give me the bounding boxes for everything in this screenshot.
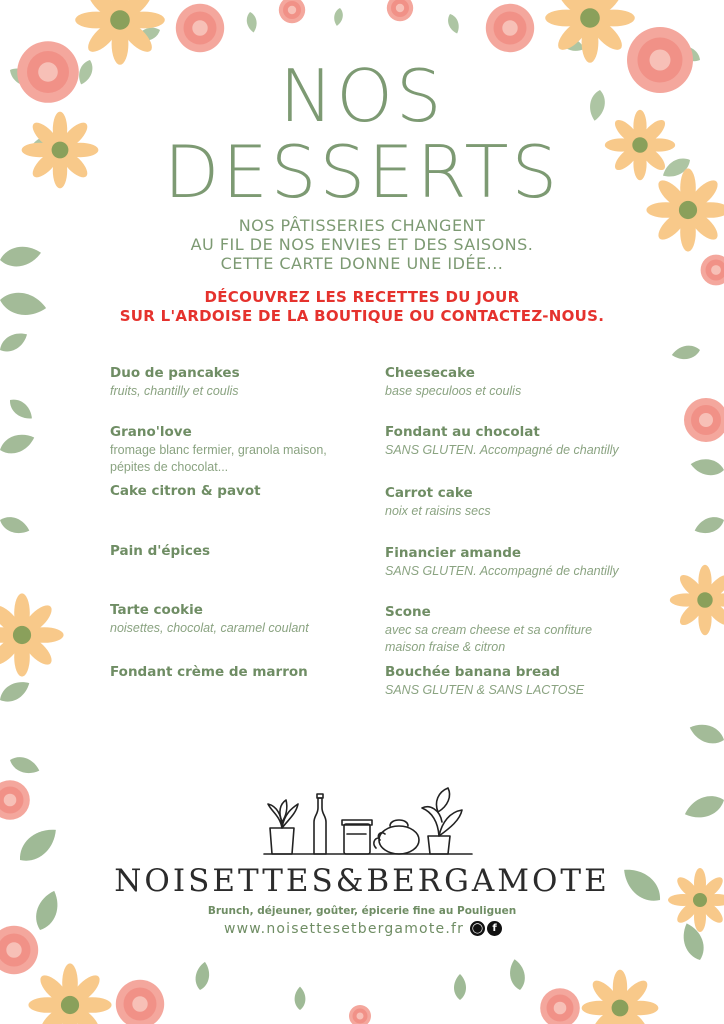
dessert-desc: noisettes, chocolat, caramel coulant (110, 621, 309, 635)
dessert-desc: SANS GLUTEN & SANS LACTOSE (385, 683, 585, 697)
page-title-line2: DESSERTS (163, 130, 561, 214)
dessert-item (110, 664, 308, 681)
dessert-item (110, 483, 261, 500)
dessert-item (110, 365, 240, 400)
dessert-desc: avec sa cream cheese et sa confiture (385, 623, 593, 637)
dessert-item (385, 545, 619, 580)
dessert-name: Duo de pancakes (110, 365, 240, 381)
dessert-desc: SANS GLUTEN. Accompagné de chantilly (385, 443, 619, 457)
subtitle-line: AU FIL DE NOS ENVIES ET DES SAISONS. (190, 235, 534, 254)
dessert-name: Carrot cake (385, 485, 473, 501)
dessert-name: Cheesecake (385, 365, 475, 381)
dessert-item (385, 485, 491, 520)
dessert-desc: base speculoos et coulis (385, 384, 522, 398)
dessert-item (110, 543, 210, 560)
dessert-name: Grano'love (110, 424, 192, 440)
dessert-desc: noix et raisins secs (385, 504, 491, 518)
dessert-item (110, 424, 327, 475)
notice-line: DÉCOUVREZ LES RECETTES DU JOUR (204, 288, 520, 306)
brand-tagline: Brunch, déjeuner, goûter, épicerie fine au Pouliguen (207, 905, 517, 917)
subtitle-line: NOS PÂTISSERIES CHANGENT (238, 216, 486, 235)
dessert-item (385, 664, 584, 699)
dessert-desc: SANS GLUTEN. Accompagné de chantilly (385, 564, 619, 578)
dessert-desc: fruits, chantilly et coulis (110, 384, 239, 398)
dessert-name: Fondant au chocolat (385, 424, 540, 440)
dessert-name: Scone (385, 604, 431, 620)
dessert-name: Cake citron & pavot (110, 483, 261, 499)
instagram-icon[interactable]: ◯ (471, 923, 484, 934)
dessert-desc: fromage blanc fermier, granola maison, (110, 443, 327, 457)
dessert-desc: pépites de chocolat... (110, 459, 229, 474)
dessert-item (385, 424, 619, 459)
page-title-line1: NOS (279, 54, 445, 138)
facebook-icon[interactable]: f (487, 921, 502, 936)
subtitle-line: CETTE CARTE DONNE UNE IDÉE... (220, 254, 504, 273)
dessert-name: Fondant crème de marron (110, 664, 308, 680)
dessert-name: Bouchée banana bread (385, 664, 560, 680)
dessert-item (385, 365, 521, 400)
subtitle (0, 216, 724, 273)
notice-line: SUR L'ARDOISE DE LA BOUTIQUE OU CONTACTEZ-NOUS. (119, 307, 605, 325)
dessert-item (110, 602, 309, 637)
dessert-name: Pain d'épices (110, 543, 211, 559)
shop-line-art-logo (262, 782, 482, 860)
brand-name: NOISETTES&BERGAMOTE (114, 863, 610, 899)
dessert-name: Tarte cookie (110, 602, 203, 618)
dessert-name: Financier amande (385, 545, 522, 561)
dessert-desc: maison fraise & citron (385, 639, 506, 654)
dessert-item (385, 604, 592, 655)
daily-recipes-notice (0, 288, 724, 326)
website-link[interactable]: www.noisettesetbergamote.fr (224, 921, 465, 937)
